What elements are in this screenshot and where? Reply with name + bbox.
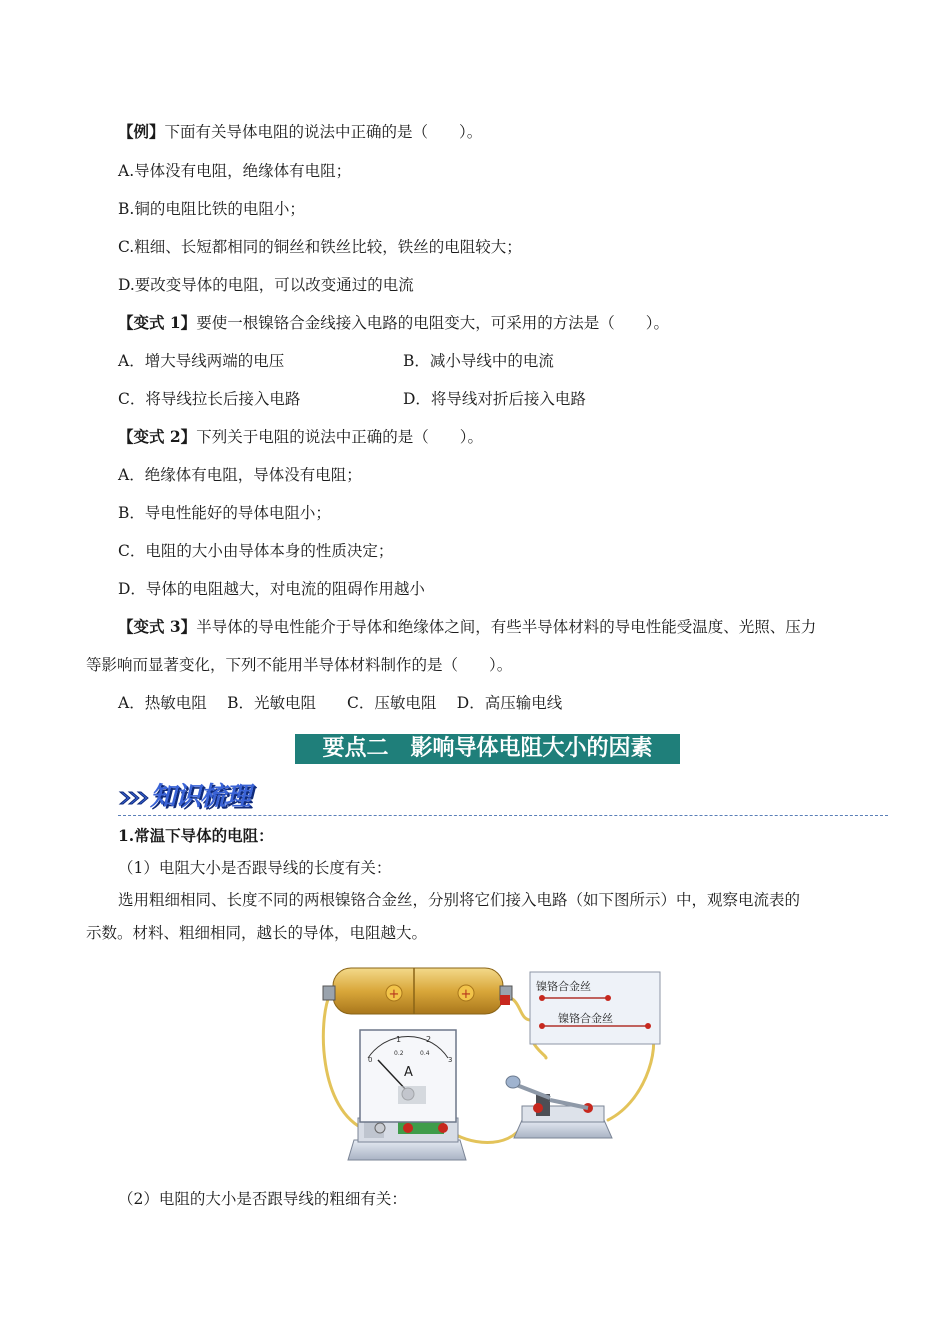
scale-1: 1 (396, 1035, 402, 1044)
point1-title: 1.常温下导体的电阻： (118, 826, 274, 845)
scale-2: 2 (426, 1035, 432, 1044)
example-question (118, 121, 482, 143)
banner-divider (118, 815, 888, 816)
variant1-question (118, 312, 669, 334)
variant2-stem: 下列关于电阻的说法中正确的是（ ）。 (196, 428, 483, 446)
variant2-option-a: A．绝缘体有电阻，导体没有电阻； (118, 466, 362, 484)
variant3-stem-line2: 等影响而显著变化，下列不能用半导体材料制作的是（ ）。 (86, 656, 513, 674)
battery-plus-1: + (388, 987, 400, 1002)
example-option-b: B.铜的电阻比铁的电阻小； (118, 200, 305, 218)
switch (506, 1076, 612, 1138)
example-stem: 下面有关导体电阻的说法中正确的是（ ）。 (164, 123, 483, 141)
example-tag: 【例】 (118, 122, 165, 141)
battery-plus-2: + (460, 987, 472, 1002)
ammeter (348, 1030, 466, 1160)
variant1-row-1 (118, 350, 818, 372)
point1-sub1: （1）电阻大小是否跟导线的长度有关： (118, 859, 392, 877)
variant1-option-d: D．将导线对折后接入电路 (403, 390, 586, 408)
banner-title: 知识梳理 (150, 782, 251, 812)
scale-0: 0 (368, 1056, 373, 1064)
circuit-figure (318, 960, 668, 1175)
variant2-tag: 【变式 2】 (118, 427, 197, 446)
variant2-question (118, 426, 483, 448)
battery-pack (323, 968, 512, 1014)
example-option-d: D.要改变导体的电阻，可以改变通过的电流 (118, 276, 414, 294)
wire-label-bottom: 镍铬合金丝 (558, 1012, 613, 1025)
variant1-option-a: A．增大导线两端的电压 (118, 352, 285, 370)
variant3-options: A．热敏电阻 B．光敏电阻 C．压敏电阻 D．高压输电线 (118, 694, 563, 712)
variant3-question (118, 616, 816, 638)
wire-label-top: 镍铬合金丝 (536, 980, 591, 993)
scale-3: 3 (448, 1056, 453, 1064)
variant1-tag: 【变式 1】 (118, 313, 197, 332)
meter-letter: A (404, 1065, 413, 1080)
example-option-c: C.粗细、长短都相同的铜丝和铁丝比较，铁丝的电阻较大； (118, 238, 522, 256)
section-heading: 要点二 影响导体电阻大小的因素 (295, 734, 680, 764)
point1-sub2: （2）电阻的大小是否跟导线的粗细有关： (118, 1190, 407, 1208)
variant2-option-c: C．电阻的大小由导体本身的性质决定； (118, 542, 394, 560)
wire-board (530, 972, 660, 1044)
variant1-row-2 (118, 388, 818, 410)
variant1-stem: 要使一根镍铬合金线接入电路的电阻变大，可采用的方法是（ ）。 (196, 314, 669, 332)
variant3-tag: 【变式 3】 (118, 617, 197, 636)
variant3-stem-line1: 半导体的导电性能介于导体和绝缘体之间，有些半导体材料的导电性能受温度、光照、压力 (196, 618, 817, 636)
scale-0-2: 0.2 (394, 1050, 404, 1057)
variant1-option-b: B．减小导线中的电流 (403, 352, 554, 370)
scale-0-4: 0.4 (420, 1050, 430, 1057)
variant2-option-d: D．导体的电阻越大，对电流的阻碍作用越小 (118, 580, 425, 598)
variant2-option-b: B．导电性能好的导体电阻小； (118, 504, 331, 522)
example-option-a: A.导体没有电阻，绝缘体有电阻； (118, 162, 352, 180)
point1-paragraph-line1: 选用粗细相同、长度不同的两根镍铬合金丝，分别将它们接入电路（如下图所示）中，观察电流表的 (118, 891, 801, 909)
variant1-option-c: C．将导线拉长后接入电路 (118, 390, 301, 408)
point1-paragraph-line2: 示数。材料、粗细相同，越长的导体，电阻越大。 (86, 924, 428, 942)
